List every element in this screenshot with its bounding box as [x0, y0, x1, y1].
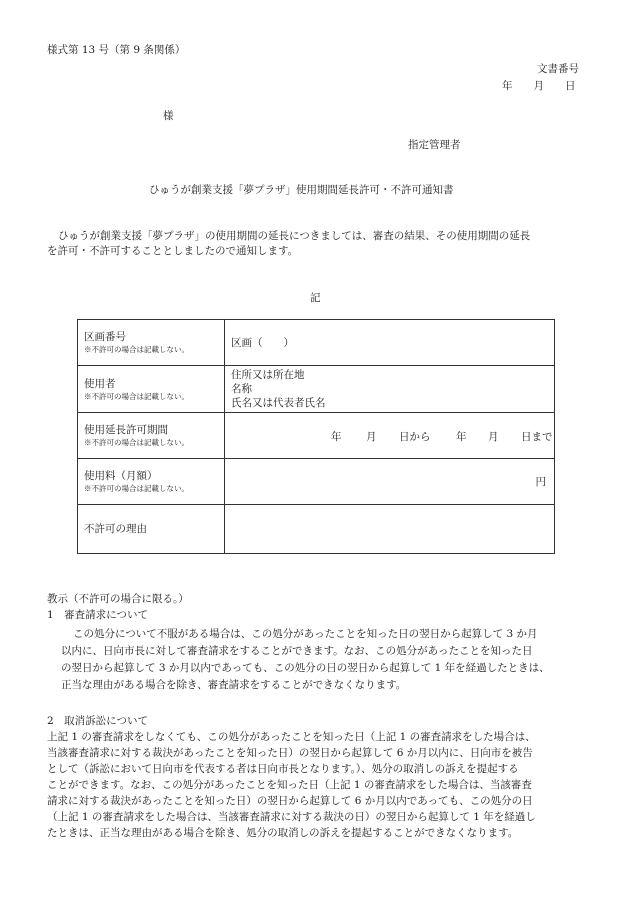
- note-text: ※不許可の場合は記載しない。: [84, 345, 189, 354]
- section-2-line: たときは、正当な理由がある場合を除き、処分の取消しの訴えを提起することができなくなります。: [47, 827, 519, 839]
- table-row: [78, 505, 555, 554]
- section-number-value: 区画（ ）: [231, 337, 294, 349]
- user-label: 使用者: [84, 377, 116, 390]
- table-row: [78, 366, 555, 413]
- section-1-line: の翌日から起算して 3 か月以内であっても、この処分の日の翌日から起算して 1 年を経過したときは、: [61, 662, 550, 674]
- section-2-line: ことができます。なお、この処分があったことを知った日（上記 1 の審査請求をした場合は、当該審査: [47, 779, 532, 791]
- section-2-line: として（訴訟において日向市を代表する者は日向市長となります。）、処分の取消しの訴えを提起する: [47, 763, 519, 775]
- period-start-day: 日から: [399, 430, 431, 443]
- section-1-title: 1 審査請求について: [47, 609, 148, 621]
- instruction-heading: 教示（不許可の場合に限る。）: [47, 593, 189, 605]
- value-cell: [225, 320, 555, 366]
- section-2-title: 2 取消訴訟について: [47, 715, 148, 727]
- document-number-label: 文書番号: [537, 63, 579, 75]
- note-text: ※不許可の場合は記載しない。: [84, 438, 189, 447]
- period-start-year: 年: [331, 430, 342, 443]
- user-name-label: 名称: [231, 383, 252, 395]
- user-representative-label: 氏名又は代表者氏名: [231, 397, 326, 409]
- table-row: [78, 459, 555, 505]
- ki-marker: 記: [310, 292, 321, 304]
- section-2-line: 当該審査請求に対する裁決があったことを知った日）の翌日から起算して 6 か月以内に、日向市を被告: [47, 747, 533, 759]
- period-end-year: 年: [456, 430, 467, 443]
- label-cell: [78, 413, 225, 459]
- label-cell: [78, 366, 225, 413]
- period-end-day: 日まで: [521, 430, 553, 443]
- period-start-month: 月: [366, 430, 377, 443]
- yen-unit: 円: [535, 476, 546, 488]
- details-table: [77, 319, 555, 554]
- label-cell: [78, 320, 225, 366]
- value-cell: [225, 505, 555, 554]
- section-2-line: 請求に対する裁決があったことを知った日）の翌日から起算して 6 か月以内であっても、この処分の日: [47, 795, 533, 807]
- addressee-honorific: 様: [163, 110, 174, 122]
- section-2-line: （上記 1 の審査請求をした場合は、当該審査請求に対する裁決の日）の翌日から起算して 1 年を経過し: [47, 811, 536, 823]
- rejection-reason-label: 不許可の理由: [84, 523, 147, 535]
- issue-date: 年 月 日: [502, 80, 576, 92]
- form-number: 様式第 13 号（第 9 条関係）: [47, 44, 186, 56]
- document-title: ひゅうが創業支援「夢プラザ」使用期間延長許可・不許可通知書: [149, 184, 454, 196]
- table-row: [78, 413, 555, 459]
- label-cell: [78, 505, 225, 554]
- section-1-line: 正当な理由がある場合を除き、審査請求をすることができなくなります。: [61, 679, 407, 691]
- section-2-line: 上記 1 の審査請求をしなくても、この処分があったことを知った日（上記 1 の審査請求をした場合は、: [47, 731, 536, 743]
- section-1-line: この処分について不服がある場合は、この処分があったことを知った日の翌日から起算して 3 か月: [73, 628, 538, 640]
- value-cell: [225, 413, 555, 459]
- label-cell: [78, 459, 225, 505]
- section-number-label: 区画番号: [84, 331, 126, 343]
- extension-period-label: 使用延長許可期間: [84, 424, 168, 436]
- body-line-1: ひゅうが創業支援「夢プラザ」の使用期間の延長につきましては、審査の結果、その使用期間の延長: [58, 230, 531, 242]
- value-cell: [225, 459, 555, 505]
- body-line-2: を許可・不許可することとしましたので通知します。: [47, 245, 299, 257]
- section-1-line: 以内に、日向市長に対して審査請求をすることができます。なお、この処分があったことを知った日: [61, 645, 533, 657]
- note-text: ※不許可の場合は記載しない。: [84, 391, 189, 401]
- table-row: [78, 320, 555, 366]
- sender-label: 指定管理者: [408, 139, 461, 151]
- period-end-month: 月: [488, 430, 499, 443]
- user-address-label: 住所又は所在地: [231, 369, 305, 381]
- usage-fee-label: 使用料（月額）: [84, 470, 158, 482]
- note-text: ※不許可の場合は記載しない。: [84, 484, 189, 493]
- period-line: [231, 429, 554, 443]
- value-cell: [225, 366, 555, 413]
